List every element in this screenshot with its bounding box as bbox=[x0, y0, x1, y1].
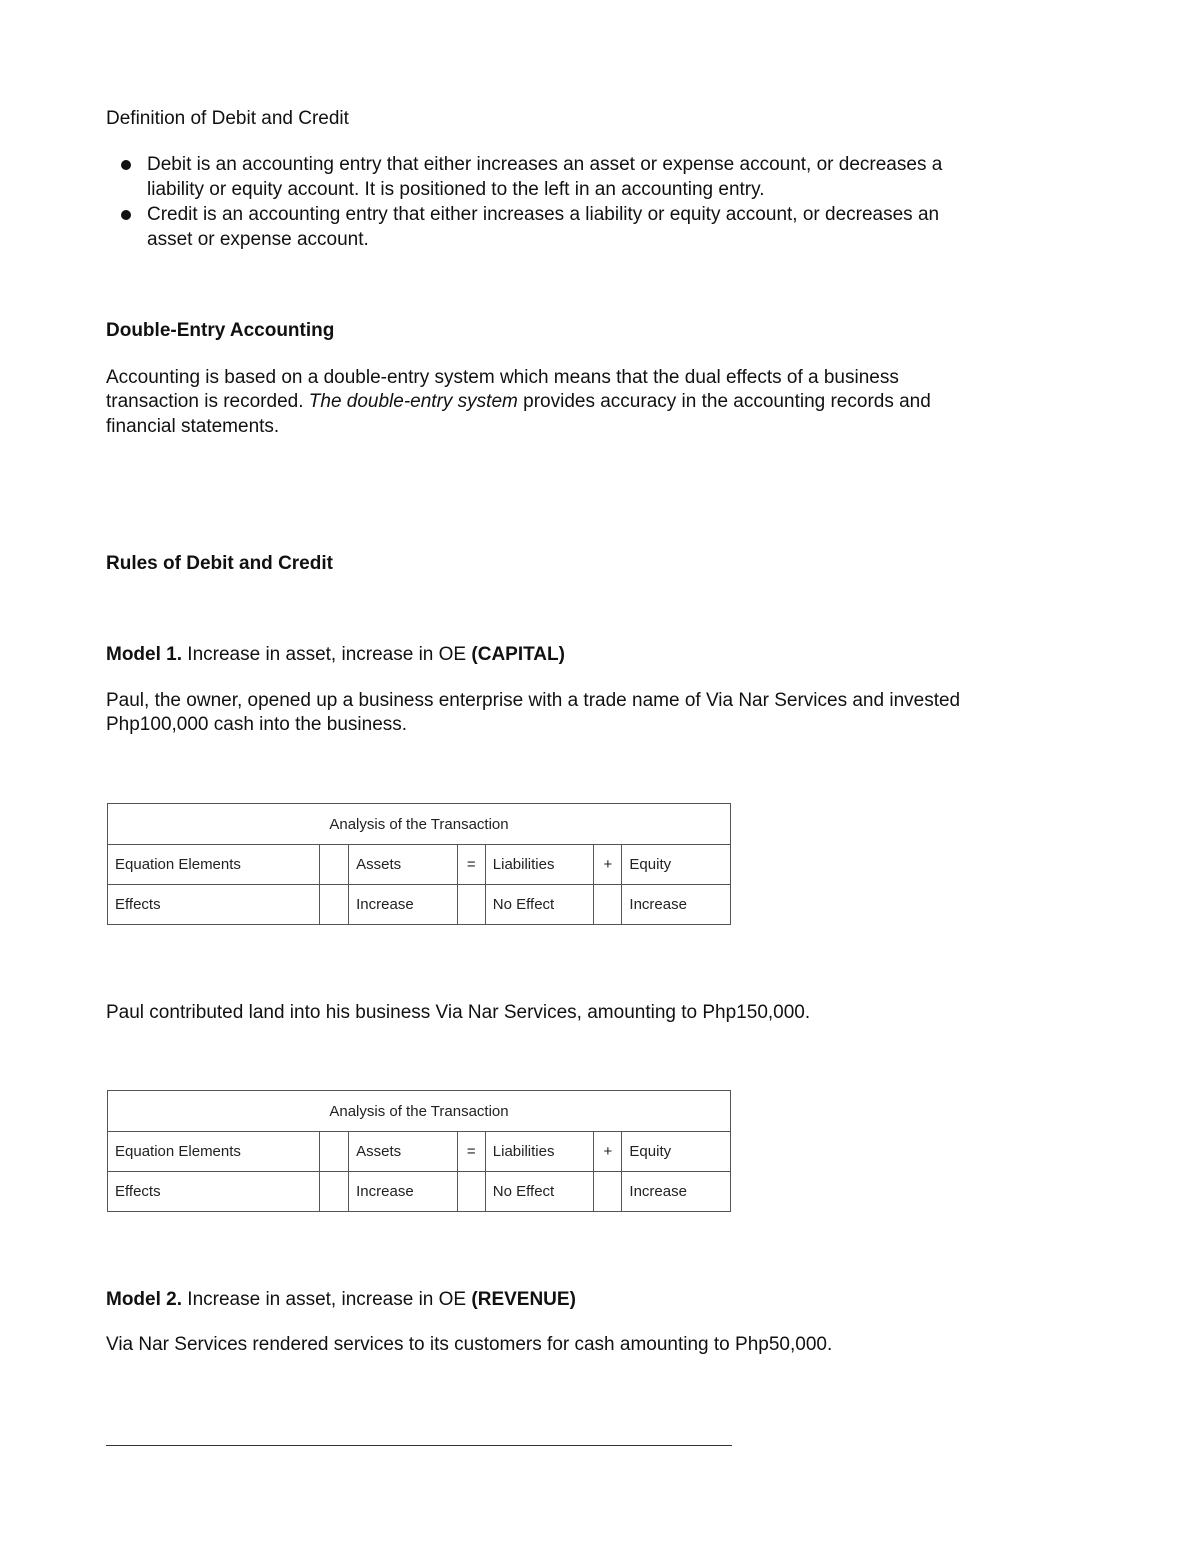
double-entry-text: provides accuracy in the accounting records and bbox=[517, 391, 931, 412]
model1-dot: . bbox=[176, 644, 183, 665]
table-row bbox=[108, 1132, 731, 1172]
spacer-cell bbox=[320, 1172, 349, 1212]
equation-elements-label: Equation Elements bbox=[108, 1132, 320, 1172]
double-entry-line2 bbox=[106, 389, 931, 414]
plus-sign: + bbox=[594, 845, 622, 885]
double-entry-heading: Double-Entry Accounting bbox=[106, 320, 335, 341]
model2-title bbox=[106, 1287, 576, 1312]
footer-divider bbox=[106, 1445, 732, 1446]
credit-definition-line1: Credit is an accounting entry that either increases a liability or equity account, or decreases an bbox=[147, 204, 940, 225]
model2-example: Via Nar Services rendered services to its customers for cash amounting to Php50,000. bbox=[106, 1334, 833, 1355]
equity-header: Equity bbox=[622, 1132, 731, 1172]
double-entry-line3: financial statements. bbox=[106, 416, 280, 437]
equals-sign: = bbox=[457, 845, 485, 885]
effects-label: Effects bbox=[108, 1172, 320, 1212]
assets-effect: Increase bbox=[349, 1172, 458, 1212]
definition-list bbox=[106, 152, 1086, 252]
model1-title bbox=[106, 642, 565, 667]
list-item bbox=[106, 202, 1086, 252]
liabilities-effect: No Effect bbox=[485, 885, 594, 925]
analysis-table-1 bbox=[107, 803, 731, 925]
table-row bbox=[108, 1172, 731, 1212]
bullet-icon bbox=[121, 160, 131, 170]
table-title: Analysis of the Transaction bbox=[108, 804, 731, 845]
equals-sign: = bbox=[457, 1132, 485, 1172]
table-title: Analysis of the Transaction bbox=[108, 1091, 731, 1132]
list-item bbox=[106, 152, 1086, 202]
double-entry-text: transaction is recorded. bbox=[106, 391, 309, 412]
plus-sign: + bbox=[594, 1132, 622, 1172]
definition-heading: Definition of Debit and Credit bbox=[106, 108, 349, 129]
model2-label: Model 2 bbox=[106, 1289, 177, 1310]
spacer-cell bbox=[320, 885, 349, 925]
double-entry-italic: The double-entry system bbox=[308, 391, 518, 412]
model2-dot: . bbox=[176, 1289, 183, 1310]
assets-header: Assets bbox=[349, 1132, 458, 1172]
equity-header: Equity bbox=[622, 845, 731, 885]
model2-tag: (REVENUE) bbox=[471, 1289, 576, 1310]
equity-effect: Increase bbox=[622, 1172, 731, 1212]
analysis-table-2 bbox=[107, 1090, 731, 1212]
model1-label: Model 1 bbox=[106, 644, 177, 665]
model2-desc: Increase in asset, increase in OE bbox=[182, 1289, 472, 1310]
spacer-cell bbox=[320, 845, 349, 885]
model1-example2: Paul contributed land into his business Via Nar Services, amounting to Php150,000. bbox=[106, 1002, 811, 1023]
model1-example1-line1: Paul, the owner, opened up a business enterprise with a trade name of Via Nar Services and invested bbox=[106, 690, 961, 711]
spacer-cell bbox=[457, 885, 485, 925]
debit-definition-line1: Debit is an accounting entry that either increases an asset or expense account, or decreases a bbox=[147, 154, 943, 175]
table-row bbox=[108, 885, 731, 925]
debit-definition-line2: liability or equity account. It is positioned to the left in an accounting entry. bbox=[147, 179, 765, 200]
spacer-cell bbox=[457, 1172, 485, 1212]
equation-elements-label: Equation Elements bbox=[108, 845, 320, 885]
assets-effect: Increase bbox=[349, 885, 458, 925]
spacer-cell bbox=[594, 1172, 622, 1212]
liabilities-header: Liabilities bbox=[485, 1132, 594, 1172]
liabilities-effect: No Effect bbox=[485, 1172, 594, 1212]
bullet-icon bbox=[121, 210, 131, 220]
double-entry-line1: Accounting is based on a double-entry system which means that the dual effects of a business bbox=[106, 367, 899, 388]
model1-desc: Increase in asset, increase in OE bbox=[182, 644, 472, 665]
model1-tag: (CAPITAL) bbox=[471, 644, 565, 665]
spacer-cell bbox=[320, 1132, 349, 1172]
table-row bbox=[108, 845, 731, 885]
equity-effect: Increase bbox=[622, 885, 731, 925]
rules-heading: Rules of Debit and Credit bbox=[106, 553, 333, 574]
credit-definition-line2: asset or expense account. bbox=[147, 229, 369, 250]
liabilities-header: Liabilities bbox=[485, 845, 594, 885]
assets-header: Assets bbox=[349, 845, 458, 885]
spacer-cell bbox=[594, 885, 622, 925]
model1-example1-line2: Php100,000 cash into the business. bbox=[106, 714, 408, 735]
effects-label: Effects bbox=[108, 885, 320, 925]
